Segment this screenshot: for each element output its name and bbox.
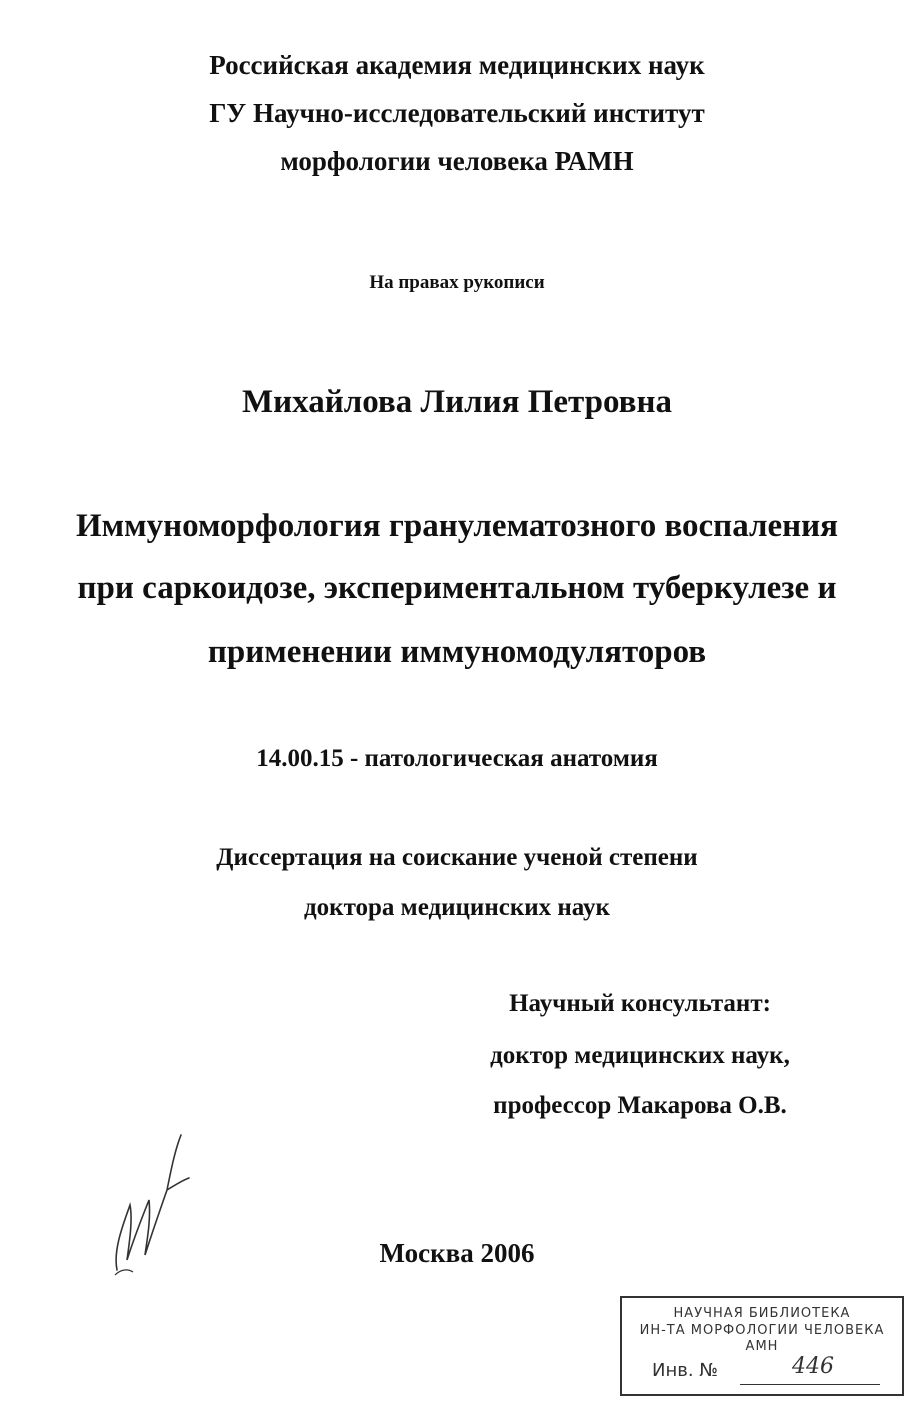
degree-line-2: доктора медицинских наук — [304, 894, 610, 921]
stamp-line-3: АМН — [745, 1339, 779, 1354]
consultant-degree: доктор медицинских наук, — [490, 1042, 790, 1069]
institution-line-2: ГУ Научно-исследовательский институт — [209, 98, 705, 128]
specialty-code: 14.00.15 - патологическая анатомия — [256, 745, 658, 772]
title-line-2: при саркоидозе, экспериментальном туберкулезе и — [77, 570, 837, 606]
stamp-inventory-number: 446 — [792, 1354, 834, 1379]
city-year: Москва 2006 — [379, 1238, 535, 1268]
stamp-line-2: ИН-ТА МОРФОЛОГИИ ЧЕЛОВЕКА — [639, 1323, 885, 1338]
degree-line-1: Диссертация на соискание ученой степени — [216, 844, 698, 871]
stamp-inventory-label: Инв. № — [652, 1360, 719, 1381]
institution-line-3: морфологии человека РАМН — [280, 146, 634, 176]
manuscript-note: На правах рукописи — [369, 272, 545, 293]
stamp-line-1: НАУЧНАЯ БИБЛИОТЕКА — [673, 1306, 851, 1321]
institution-line-1: Российская академия медицинских наук — [209, 50, 705, 80]
consultant-name: профессор Макарова О.В. — [493, 1092, 787, 1119]
consultant-heading: Научный консультант: — [509, 990, 771, 1017]
stamp-underline — [740, 1384, 880, 1385]
title-line-3: применении иммуномодуляторов — [207, 634, 707, 670]
title-line-1: Иммуноморфология гранулематозного воспаления — [75, 508, 839, 544]
library-stamp — [620, 1296, 904, 1396]
author-name: Михайлова Лилия Петровна — [241, 384, 673, 420]
